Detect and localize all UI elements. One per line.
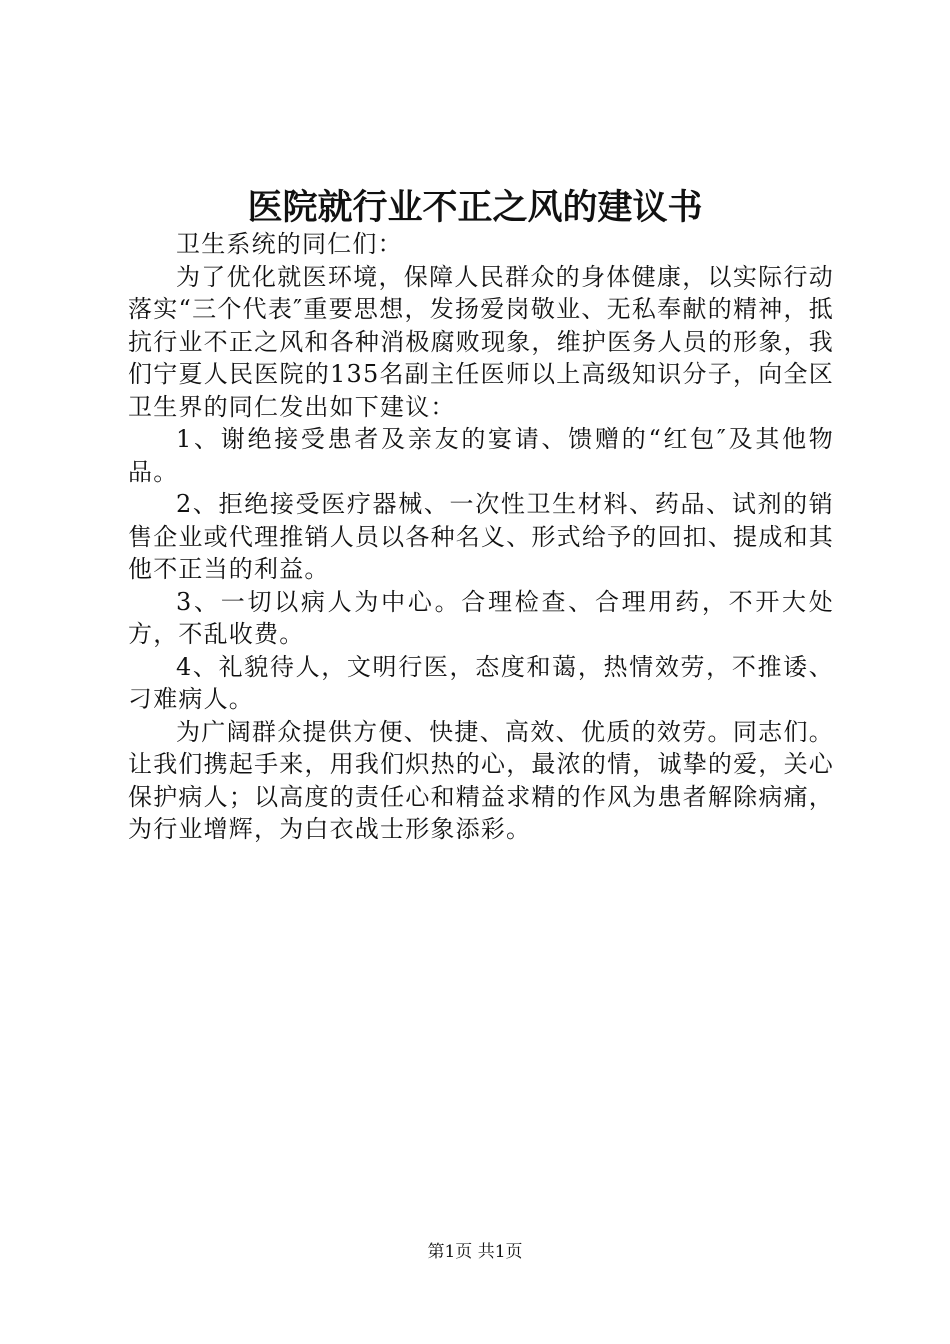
suggestion-2-paragraph: 2、拒绝接受医疗器械、一次性卫生材料、药品、试剂的销售企业或代理推销人员以各种名义、形式给予的回扣、提成和其他不正当的利益。 [128, 490, 834, 583]
suggestion-3-paragraph: 3、一切以病人为中心。合理检查、合理用药，不开大处方，不乱收费。 [128, 587, 834, 648]
intro-paragraph: 为了优化就医环境，保障人民群众的身体健康，以实际行动落实“三个代表″重要思想，发扬爱岗敬业、无私奉献的精神，抵抗行业不正之风和各种消极腐败现象，维护医务人员的形象，我们宁夏人民医院的135名副主任医师以上高级知识分子，向全区卫生界的同仁发出如下建议： [128, 262, 834, 421]
salutation-paragraph: 卫生系统的同仁们： [176, 230, 403, 258]
suggestion-4-paragraph: 4、礼貌待人，文明行医，态度和蔼，热情效劳，不推诿、刁难病人。 [128, 652, 834, 713]
closing-paragraph: 为广阔群众提供方便、快捷、高效、优质的效劳。同志们。让我们携起手来，用我们炽热的心，最浓的情，诚挚的爱，关心保护病人；以高度的责任心和精益求精的作风为患者解除病痛，为行业增辉，为白衣战士形象添彩。 [128, 717, 834, 843]
page-footer: 第1页 共1页 [427, 1242, 523, 1262]
document-body [128, 228, 834, 846]
suggestion-1-paragraph: 1、谢绝接受患者及亲友的宴请、馈赠的“红包″及其他物品。 [128, 425, 834, 486]
document-title: 医院就行业不正之风的建议书 [247, 188, 703, 228]
